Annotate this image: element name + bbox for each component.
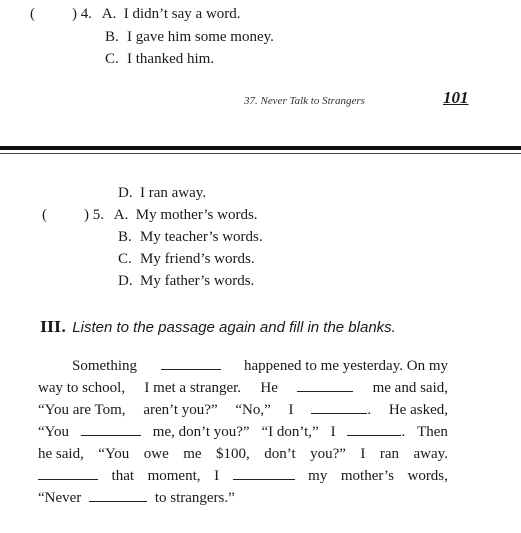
passage-line-7: “Never to strangers.” — [38, 487, 448, 509]
section-number: III. — [40, 318, 67, 336]
option-letter: D. — [118, 185, 133, 201]
question-4-line-a — [30, 6, 241, 23]
page-divider-thick — [0, 146, 521, 150]
option-letter: C. — [118, 251, 132, 267]
option-text: I didn’t say a word. — [123, 6, 241, 22]
question-number: 5. — [92, 207, 104, 223]
question-5-line-d — [118, 273, 254, 290]
question-5-line-a — [42, 207, 258, 224]
answer-paren-open: ( — [30, 6, 35, 22]
option-letter: D. — [118, 273, 133, 289]
blank-7[interactable] — [233, 465, 295, 480]
question-4-line-b — [105, 29, 274, 46]
section-title: Listen to the passage again and fill in the blanks. — [72, 319, 396, 336]
page-divider-thin — [0, 153, 521, 154]
blank-5[interactable] — [347, 421, 401, 436]
option-text: I thanked him. — [127, 51, 215, 67]
option-text: My friend’s words. — [140, 251, 255, 267]
option-text: My mother’s words. — [135, 207, 258, 223]
option-letter: A. — [101, 6, 117, 22]
option-letter: B. — [105, 29, 119, 45]
passage-line-5: he said, “You owe me $100, don’t you?” I ran away. — [38, 446, 448, 462]
section-heading — [40, 318, 396, 337]
blank-3[interactable] — [311, 399, 367, 414]
option-text: I gave him some money. — [127, 29, 274, 45]
fill-in-passage — [38, 355, 448, 509]
option-letter: A. — [113, 207, 129, 223]
passage-line-3: “You are Tom, aren’t you?” “No,” I . He asked, — [38, 399, 448, 421]
blank-6[interactable] — [38, 465, 98, 480]
page-number: 101 — [443, 88, 469, 107]
answer-paren-close: ) — [72, 6, 77, 22]
question-5-line-b — [118, 229, 263, 246]
question-4-line-d — [118, 185, 206, 202]
passage-line-2: way to school, I met a stranger. He me and said, — [38, 377, 448, 399]
option-text: My teacher’s words. — [140, 229, 263, 245]
passage-line-6: that moment, I my mother’s words, — [38, 465, 448, 487]
blank-8[interactable] — [89, 487, 147, 502]
option-letter: B. — [118, 229, 132, 245]
question-4-line-c — [105, 51, 214, 68]
passage-line-1: Something happened to me yesterday. On my — [38, 355, 448, 377]
blank-1[interactable] — [161, 355, 221, 370]
option-text: My father’s words. — [140, 273, 255, 289]
answer-paren-close: ) — [84, 207, 89, 223]
question-number: 4. — [80, 6, 92, 22]
blank-2[interactable] — [297, 377, 353, 392]
option-letter: C. — [105, 51, 119, 67]
option-text: I ran away. — [140, 185, 207, 201]
blank-4[interactable] — [81, 421, 141, 436]
running-footer: 37. Never Talk to Strangers — [244, 95, 365, 107]
question-5-line-c — [118, 251, 255, 268]
passage-line-4: “You me, don’t you?” “I don’t,” I . Then — [38, 421, 448, 443]
answer-paren-open: ( — [42, 207, 47, 223]
